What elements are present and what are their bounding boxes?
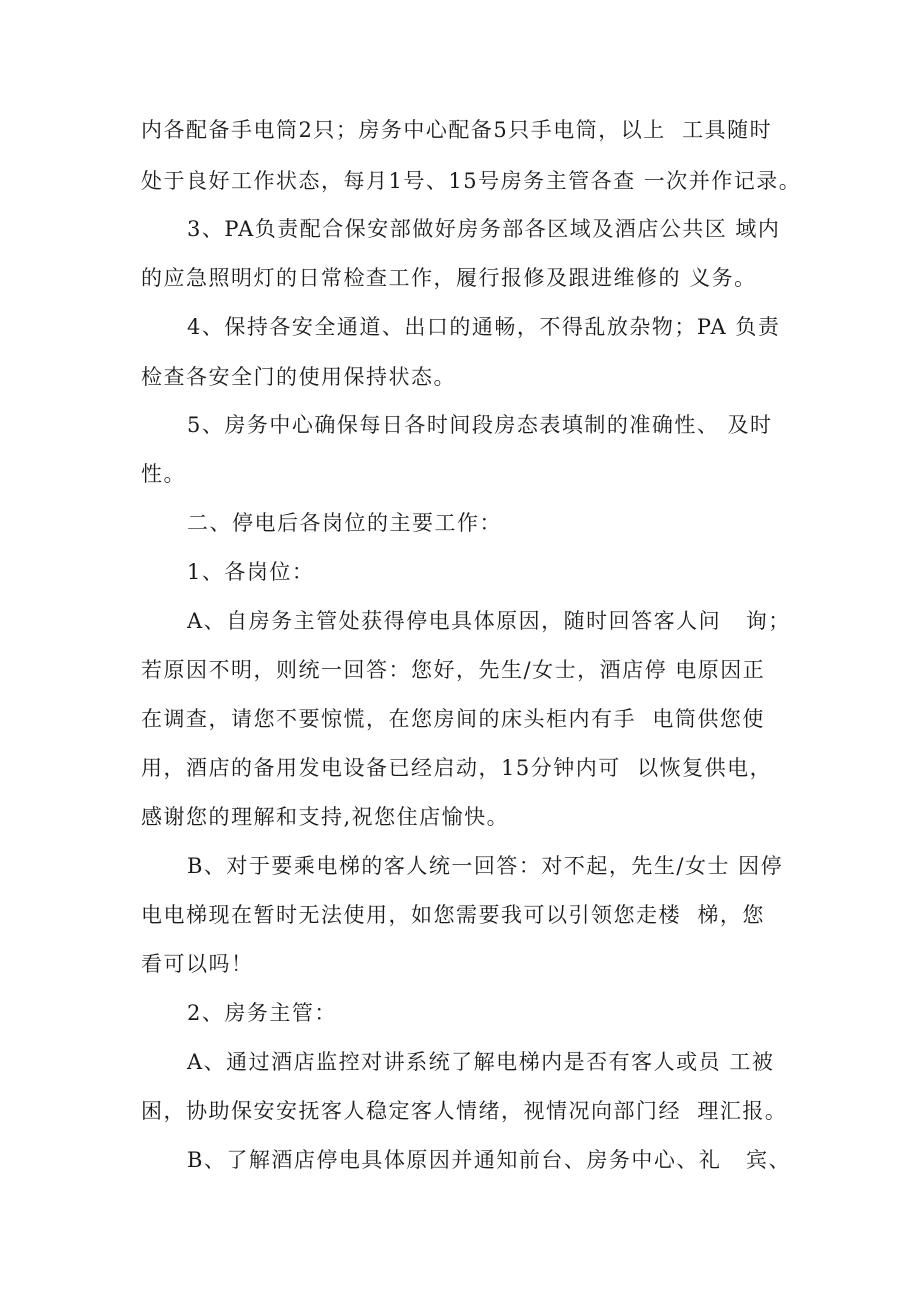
text-line: A、自房务主管处获得停电具体原因，随时回答客人问 询； bbox=[187, 609, 791, 633]
text-line: 内各配备手电筒2只；房务中心配备5只手电筒，以上 工具随时 bbox=[141, 118, 773, 142]
text-line: 性。 bbox=[141, 462, 186, 486]
section-heading: 二、停电后各岗位的主要工作： bbox=[187, 511, 502, 535]
text-line: 检查各安全门的使用保持状态。 bbox=[141, 365, 456, 389]
text-line: 困，协助保安安抚客人稳定客人情绪，视情况向部门经 理汇报。 bbox=[141, 1099, 788, 1123]
text-line: 处于良好工作状态，每月1号、15号房务主管各查 一次并作记录。 bbox=[141, 169, 802, 193]
text-line: 若原因不明，则统一回答：您好，先生/女士，酒店停 电原因正 bbox=[141, 658, 766, 682]
text-line: 4、保持各安全通道、出口的通畅，不得乱放杂物；PA 负责 bbox=[187, 315, 781, 339]
text-line: 5、房务中心确保每日各时间段房态表填制的准确性、 及时 bbox=[187, 413, 773, 437]
text-line: B、了解酒店停电具体原因并通知前台、房务中心、礼 宾、 bbox=[187, 1148, 791, 1172]
text-line: 3、PA负责配合保安部做好房务部各区域及酒店公共区 域内 bbox=[187, 217, 781, 241]
subsection-heading: 2、房务主管： bbox=[187, 1001, 337, 1025]
text-line: 电电梯现在暂时无法使用，如您需要我可以引领您走楼 梯，您 bbox=[141, 903, 765, 927]
text-line: A、通过酒店监控对讲系统了解电梯内是否有客人或员 工被 bbox=[187, 1050, 775, 1074]
text-line: 用，酒店的备用发电设备已经启动，15分钟内可 以恢复供电， bbox=[141, 756, 773, 780]
text-line: 的应急照明灯的日常检查工作，履行报修及跟进维修的 义务。 bbox=[141, 266, 757, 290]
subsection-heading: 1、各岗位： bbox=[187, 560, 315, 584]
text-line: 在调查，请您不要惊慌，在您房间的床头柜内有手 电筒供您使 bbox=[141, 707, 765, 731]
text-line: B、对于要乘电梯的客人统一回答：对不起，先生/女士 因停 bbox=[187, 854, 784, 878]
text-line: 感谢您的理解和支持,祝您住店愉快。 bbox=[141, 805, 510, 829]
text-line: 看可以吗！ bbox=[141, 952, 254, 976]
